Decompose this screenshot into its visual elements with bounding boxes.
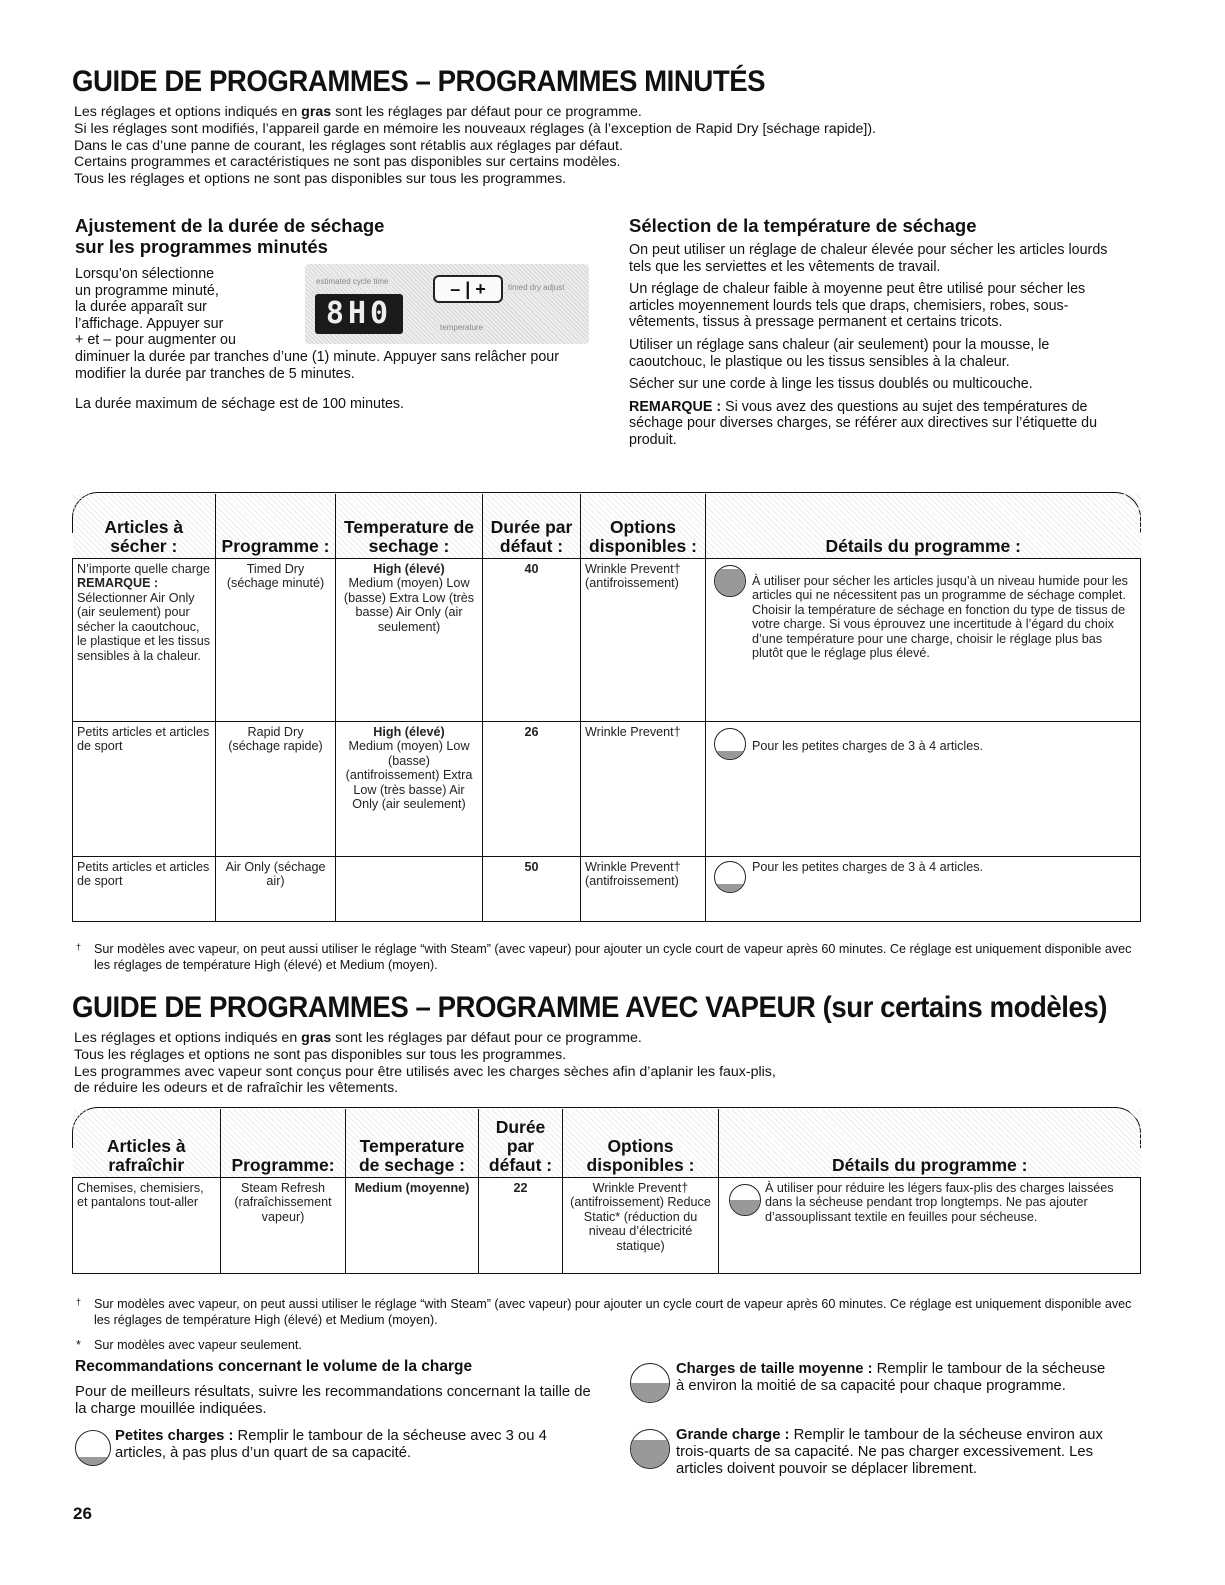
cell-programme: Rapid Dry (séchage rapide) [216, 721, 336, 856]
adjust-body-rest: diminuer la durée par tranches d’une (1) minute. Appuyer sans relâcher pour modifier la durée par tranches de 5 minutes. [75, 349, 559, 382]
small-load-icon [75, 1430, 111, 1466]
cell-temperature [336, 856, 483, 921]
cell-articles: Petits articles et articles de sport [73, 721, 216, 856]
control-panel-image [305, 264, 589, 344]
medium-load-icon [630, 1363, 670, 1403]
cell-options: Wrinkle Prevent† (antifroissement) [581, 856, 706, 921]
intro-line: Tous les réglages et options ne sont pas disponibles sur tous les programmes. [74, 1046, 567, 1063]
plus-minus-buttons: – | + [433, 275, 503, 303]
load-size-icon [714, 861, 746, 893]
load-size-icon [714, 565, 746, 597]
section2-intro: Les réglages et options indiqués en gras sont les réglages par défaut pour ce programme. Tous les réglages et options ne sont pas disponibles sur tous les programmes. Les programmes avec vapeur sont conçus pour être utilisés avec les charges sèches afin d’aplanir les faux-plis, de réduire les odeurs et de rafraîchir les vêtements. [74, 1030, 776, 1097]
timed-programs-table [72, 494, 1141, 922]
cell-articles: Petits articles et articles de sport [73, 856, 216, 921]
header-duree: Durée par défaut : [483, 494, 581, 558]
adjust-body-lines: Lorsqu’on sélectionne un programme minuté, la durée apparaît sur l’affichage. Appuyer sur + et – pour augmenter ou [75, 266, 236, 349]
intro-line: Les programmes avec vapeur sont conçus pour être utilisés avec les charges sèches afin d’aplanir les faux-plis, [74, 1063, 776, 1080]
cell-temperature: Medium (moyenne) [346, 1177, 479, 1273]
temperature-p4: Sécher sur une corde à linge les tissus doublés ou multicouche. [629, 376, 1033, 393]
section1-footnote: † Sur modèles avec vapeur, on peut aussi utiliser le réglage “with Steam” (avec vapeur) pour ajouter un cycle court de vapeur après 60 minutes. Ce réglage est uniquement disponible avec les réglages de température High (élevé) et Medium (moyen). [76, 942, 1132, 972]
header-temperature: Temperature de sechage : [336, 494, 483, 558]
header-programme: Programme: [221, 1109, 346, 1177]
load-large: Grande charge : Remplir le tambour de la sécheuse environ aux trois-quarts de sa capacité. Ne pas charger excessivement. Les articles doivent pouvoir se déplacer librement. [630, 1427, 1110, 1478]
temperature-heading: Sélection de la température de séchage [629, 215, 977, 236]
cell-duree: 50 [483, 856, 581, 921]
table-row [73, 721, 1141, 856]
section1-intro: Les réglages et options indiqués en gras sont les réglages par défaut pour ce programme. Si les réglages sont modifiés, l’appareil garde en mémoire les nouveaux réglages (à l’exception de Rapid Dry [séchage rapide]). Dans le cas d’une panne de courant, les réglages sont rétablis aux réglages par défaut. Certains programmes et caractéristiques ne sont pas disponibles sur certains modèles. Tous les réglages et options ne sont pas disponibles sur tous les programmes. [74, 104, 877, 188]
cell-options: Wrinkle Prevent† (antifroissement) Reduce Static* (réduction du niveau d’électricité statique) [563, 1177, 719, 1273]
table2-header-row [73, 1109, 1141, 1177]
header-details: Détails du programme : [706, 494, 1141, 558]
header-articles: Articles à rafraîchir [73, 1109, 221, 1177]
temperature-p2: Un réglage de chaleur faible à moyenne peut être utilisé pour sécher les articles moyennement lourds tels que draps, chemisiers, robes, sous-vêtements, tissus à pressage permanent et certains tricots. [629, 281, 1086, 331]
cell-options: Wrinkle Prevent† [581, 721, 706, 856]
temperature-p3: Utiliser un réglage sans chaleur (air seulement) pour la mousse, le caoutchouc, le plastique ou les tissus sensibles à la chaleur. [629, 336, 1050, 370]
timed-dry-adjust-label: timed dry adjust [505, 282, 567, 293]
page-number: 26 [73, 1504, 92, 1523]
cell-details: Pour les petites charges de 3 à 4 articles. [706, 721, 1141, 856]
time-display: 8H0 [315, 294, 403, 334]
header-programme: Programme : [216, 494, 336, 558]
table-row [73, 558, 1141, 721]
intro-line: Dans le cas d’une panne de courant, les réglages sont rétablis aux réglages par défaut. [74, 137, 623, 154]
table1-header-row [73, 494, 1141, 558]
section2-footnote: † Sur modèles avec vapeur, on peut aussi utiliser le réglage “with Steam” (avec vapeur) pour ajouter un cycle court de vapeur après 60 minutes. Ce réglage est uniquement disponible avec les réglages de température High (élevé) et Medium (moyen). [76, 1297, 1132, 1327]
steam-program-table [72, 1109, 1141, 1274]
cell-duree: 40 [483, 558, 581, 721]
adjust-heading: Ajustement de la durée de séchage sur les programmes minutés [75, 215, 385, 257]
cell-temperature: High (élevé) Medium (moyen) Low (basse) Extra Low (très basse) Air Only (air seulement) [336, 558, 483, 721]
cell-duree: 22 [479, 1177, 563, 1273]
section2-footnote2: * Sur modèles avec vapeur seulement. [76, 1338, 302, 1352]
load-small: Petites charges : Remplir le tambour de la sécheuse avec 3 ou 4 articles, à pas plus d’un quart de sa capacité. [75, 1428, 595, 1462]
cell-articles: Chemises, chemisiers, et pantalons tout-aller [73, 1177, 221, 1273]
cell-options: Wrinkle Prevent† (antifroissement) [581, 558, 706, 721]
intro-line: Si les réglages sont modifiés, l’appareil garde en mémoire les nouveaux réglages (à l’exception de Rapid Dry [séchage rapide]). [74, 120, 877, 137]
table-row [73, 856, 1141, 921]
header-temperature: Temperature de sechage : [346, 1109, 479, 1177]
cell-programme: Air Only (séchage air) [216, 856, 336, 921]
temperature-label: temperature [437, 322, 486, 333]
cell-programme: Steam Refresh (rafraîchissement vapeur) [221, 1177, 346, 1273]
cell-duree: 26 [483, 721, 581, 856]
intro-line: de réduire les odeurs et de rafraîchir les vêtements. [74, 1080, 399, 1097]
large-load-icon [630, 1429, 670, 1469]
load-size-icon [729, 1184, 761, 1216]
header-options: Options disponibles : [581, 494, 706, 558]
load-medium: Charges de taille moyenne : Remplir le tambour de la sécheuse à environ la moitié de sa capacité pour chaque programme. [630, 1361, 1110, 1395]
header-duree: Durée par défaut : [479, 1109, 563, 1177]
cell-temperature: High (élevé) Medium (moyen) Low (basse) (antifroissement) Extra Low (très basse) Air Only (air seulement) [336, 721, 483, 856]
load-size-icon [714, 728, 746, 760]
section2-title: GUIDE DE PROGRAMMES – PROGRAMME AVEC VAPEUR (sur certains modèles) [72, 991, 1107, 1024]
header-articles: Articles à sécher : [73, 494, 216, 558]
load-heading: Recommandations concernant le volume de la charge [75, 1358, 473, 1375]
adjust-max: La durée maximum de séchage est de 100 minutes. [75, 396, 405, 412]
header-options: Options disponibles : [563, 1109, 719, 1177]
cell-programme: Timed Dry (séchage minuté) [216, 558, 336, 721]
temperature-body [629, 242, 1129, 455]
temperature-note: REMARQUE : Si vous avez des questions au sujet des températures de séchage pour diverses charges, se référer aux directives sur l’étiquette du produit. [629, 398, 1098, 448]
intro-line: Tous les réglages et options ne sont pas disponibles sur tous les programmes. [74, 171, 567, 188]
cell-articles: N’importe quelle charge REMARQUE : Sélectionner Air Only (air seulement) pour sécher la caoutchouc, le plastique et les tissus sensibles à la chaleur. [73, 558, 216, 721]
intro-line: Certains programmes et caractéristiques ne sont pas disponibles sur certains modèles. [74, 154, 621, 171]
table-row [73, 1177, 1141, 1273]
cycle-time-label: estimated cycle time [313, 276, 391, 287]
temperature-p1: On peut utiliser un réglage de chaleur élevée pour sécher les articles lourds tels que les serviettes et les vêtements de travail. [629, 242, 1108, 275]
load-intro: Pour de meilleurs résultats, suivre les recommandations concernant la taille de la charge mouillée indiquées. [75, 1384, 591, 1417]
header-details: Détails du programme : [719, 1109, 1141, 1177]
section1-title: GUIDE DE PROGRAMMES – PROGRAMMES MINUTÉS [72, 65, 766, 98]
cell-details: À utiliser pour réduire les légers faux-plis des charges laissées dans la sécheuse pendant trop longtemps. Ne pas ajouter d’assouplissant textile en feuilles pour sécheuse. [719, 1177, 1141, 1273]
cell-details: Pour les petites charges de 3 à 4 articles. [706, 856, 1141, 921]
cell-details: À utiliser pour sécher les articles jusqu’à un niveau humide pour les articles qui ne nécessitent pas un programme de séchage complet. Choisir la température de séchage en fonction du type de tissus de votre charge. Si vous éprouvez une incertitude à l’égard du choix d’une température pour une charge, choisir le réglage plus bas plutôt que le réglage plus élevé. [706, 558, 1141, 721]
